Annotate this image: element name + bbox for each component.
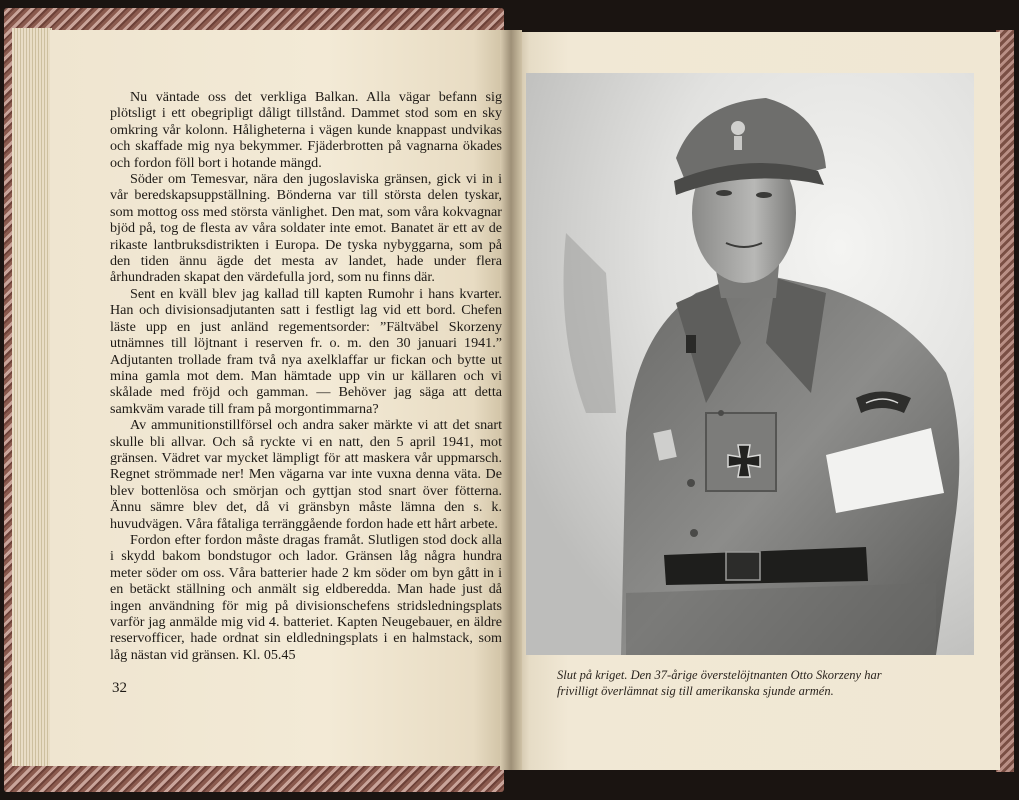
caption-line: frivilligt överlämnat sig till amerikanska sjunde armén. [557,684,834,698]
page-edges [12,28,52,766]
portrait-photo [526,73,974,655]
paragraph: Sent en kväll blev jag kallad till kapten Rumohr i hans kvarter. Han och divisionsadjutanten satt i festligt lag vid ett bord. Chefen läste upp en just anländ regementsorder: ”Fältväbel Skorzeny utnämnes till löjtnant i reserven fr. o. m. den 30 januari 1941.” Adjutanten trollade fram två nya axelklaffar ur fickan och bytte ut mina gamla mot dem. Man hämtade upp vin ur källaren och vi skålade med fröjd och gamman. — Behöver jag säga att detta samkväm varade till fram på morgontimmarna? [110,285,502,417]
caption-line: Slut på kriget. Den 37-årige överstelöjtnanten Otto Skorzeny har [557,668,882,682]
page-number: 32 [112,680,127,696]
paragraph: Fordon efter fordon måste dragas framåt. Slutligen stod dock alla i skydd bakom bondstugor och lador. Gränsen låg några hundra meter söder om oss. Våra batterier hade 2 km söder om byn gått in i en betäckt ställning och anmält sig eldberedda. Man hade just då ingen användning för mig på divisionschefens stridsledningsplats varför jag anmälde mig vid 4. batteriet. Kapten Neugebauer, en äldre reservofficer, hade ordnat sin eldledningsplats i en halmstack, som låg nästan vid gränsen. Kl. 05.45 [110,531,502,663]
paragraph: Söder om Temesvar, nära den jugoslaviska gränsen, gick vi in i vår beredskapsuppställning. Bönderna var till största delen tyskar, som mottog oss med största vänlighet. Den mat, som våra kokvagnar bjöd på, tog de flesta av våra soldater inte emot. Banatet är ett av de rikaste lantbruksdistrikten i Europa. De tyska nybyggarna, som på den tiden ännu ägde det mesta av landet, hade under flera århundraden skapat den värdefulla jord, som nu finns där. [110,171,502,286]
photo-caption [557,667,957,699]
paragraph: Av ammunitionstillförsel och andra saker märkte vi att det snart skulle bli allvar. Och så ryckte vi en natt, den 5 april 1941, mot gränsen. Vädret var mycket lämpligt för att maskera vår uppmarsch. Regnet strömmade ner! Men vägarna var inte vuxna denna väta. De blev bottenlösa och smörjan och gyttjan stod snart över fötterna. Ännu sämre blev det, då vi gränsbyn måste lämna den s. k. huvudvägen. Våra fåtaliga terränggående fordon hade ett hårt arbete. [110,417,502,532]
paragraph: Nu väntade oss det verkliga Balkan. Alla vägar befann sig plötsligt i ett obegripligt dåligt tillstånd. Dammet stod som en sky omkring vår kolonn. Håligheterna i vägen kunde knappast undvikas och skaffade mig nya bekymmer. Fjäderbrotten på vagnarna ökades och fordon föll bort i hotande mängd. [110,89,502,171]
book-gutter [500,30,522,770]
body-text [110,89,502,663]
